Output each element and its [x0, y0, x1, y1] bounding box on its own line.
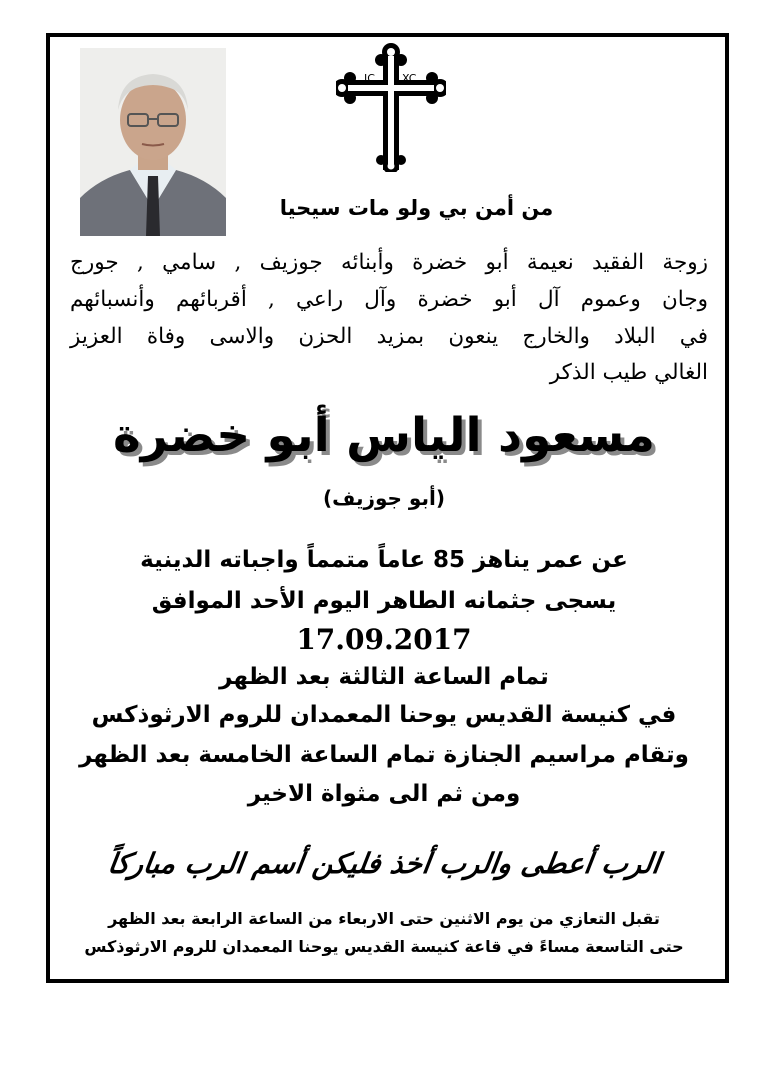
detail-funeral: وتقام مراسيم الجنازة تمام الساعة الخامسة بعد الظهر — [79, 742, 689, 768]
deceased-nickname: (أبو جوزيف) — [323, 486, 445, 510]
cross-text-ic: IC — [364, 72, 375, 85]
orthodox-cross-icon — [336, 42, 446, 172]
scripture-verse: من أمن بي ولو مات سيحيا — [279, 196, 554, 220]
condolences-line-2: حتى التاسعة مساءً في قاعة كنيسة القديس يوحنا المعمدان للروم الارثوذكس — [84, 937, 684, 956]
cross-text-xc: XC — [402, 72, 417, 85]
portrait-photo — [80, 48, 226, 236]
detail-burial: ومن ثم الى مثواة الاخير — [247, 781, 521, 807]
detail-age: عن عمر يناهز 85 عاماً متمماً واجباته الدينية — [140, 547, 628, 573]
deceased-name: مسعود الياس أبو خضرة — [113, 408, 655, 463]
calligraphy-verse: الرب أعطى والرب أخذ فليكن أسم الرب مباركاً — [105, 847, 663, 880]
announcement-line-1: زوجة الفقيد نعيمة أبو خضرة وأبنائه جوزيف , سامي , جورج — [70, 250, 708, 275]
detail-church: في كنيسة القديس يوحنا المعمدان للروم الارثوذكس — [91, 702, 677, 728]
detail-date: 17.09.2017 — [296, 623, 472, 656]
condolences-line-1: تقبل التعازي من يوم الاثنين حتى الاربعاء من الساعة الرابعة بعد الظهر — [108, 909, 660, 928]
announcement-line-4: الغالي طيب الذكر — [549, 360, 708, 385]
announcement-line-3: في البلاد والخارج ينعون بمزيد الحزن والاسى وفاة العزيز — [70, 324, 708, 349]
detail-time: تمام الساعة الثالثة بعد الظهر — [219, 664, 549, 690]
detail-lying: يسجى جثمانه الطاهر اليوم الأحد الموافق — [151, 588, 617, 614]
announcement-line-2: وجان وعموم آل أبو خضرة وآل راعي , أقربائهم وأنسبائهم — [70, 287, 708, 312]
